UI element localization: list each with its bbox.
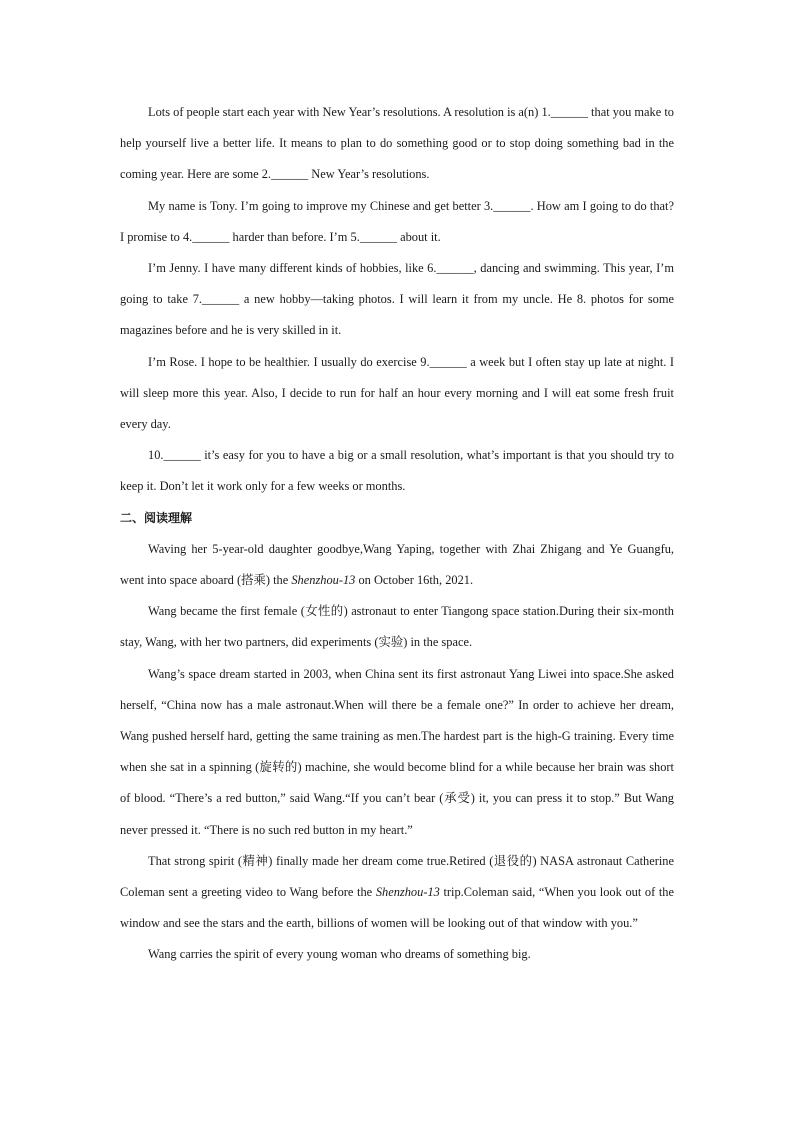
cloze-paragraph-5: 10.______ it’s easy for you to have a big or a small resolution, what’s important is that you should try to keep it. Don’t let it work only for a few weeks or months. [120,448,674,494]
reading-p4-text-before: That strong spirit (精神) finally made her dream come true.Retired (退役的) NASA astronaut Catherine Coleman sent a greeting video to Wang before the [120,853,674,900]
reading-paragraph-3: Wang’s space dream started in 2003, when China sent its first astronaut Yang Liwei into space.She asked herself, “China now has a male astronaut.When will there be a female one?” In order to achieve her dream, Wang pushed herself hard, getting the same training as men.The hardest part is the high-G training. Every time when she sat in a spinning (旋转的) machine, she would become blind for a while because her brain was short of blood. “There’s a red button,” said Wang.“If you can’t bear (承受) it, you can press it to stop.” But Wang never pressed it. “There is no such red button in my heart.” [120,666,674,837]
reading-p1-text-before: Waving her 5-year-old daughter goodbye,Wang Yaping, together with Zhai Zhigang and Ye Guangfu, went into space aboard (搭乘) the [120,541,674,588]
spacecraft-name: Shenzhou-13 [375,885,440,900]
reading-paragraph-1 [120,534,674,596]
reading-p1-text-after: on October 16th, 2021. [355,573,474,588]
reading-paragraph-2: Wang became the first female (女性的) astronaut to enter Tiangong space station.During their six-month stay, Wang, with her two partners, did experiments (实验) in the space. [120,604,674,650]
cloze-paragraph-1: Lots of people start each year with New Year’s resolutions. A resolution is a(n) 1.______ that you make to help yourself live a better life. It means to plan to do something good or to stop doing something bad in the coming year. Here are some 2.______ New Year’s resolutions. [120,105,674,182]
reading-p4-text-after: trip.Coleman said, “When you look out of the window and see the stars and the earth, billions of women will be looking out of that window with you.” [120,885,675,931]
cloze-paragraph-4: I’m Rose. I hope to be healthier. I usually do exercise 9.______ a week but I often stay up late at night. I will sleep more this year. Also, I decide to run for half an hour every morning and I will eat some fresh fruit every day. [120,354,674,432]
reading-paragraph-5: Wang carries the spirit of every young woman who dreams of something big. [148,947,531,962]
reading-paragraph-4 [120,846,674,940]
cloze-paragraph-2: My name is Tony. I’m going to improve my Chinese and get better 3.______. How am I going to do that? I promise to 4.______ harder than before. I’m 5.______ about it. [120,198,674,244]
spacecraft-name: Shenzhou-13 [291,573,356,588]
section-heading: 二、阅读理解 [120,510,193,525]
document-page [120,97,674,971]
cloze-paragraph-3: I’m Jenny. I have many different kinds of hobbies, like 6.______, dancing and swimming. This year, I’m going to take 7.______ a new hobby—taking photos. I will learn it from my uncle. He 8. photos for some magazines before and he is very skilled in it. [120,261,674,338]
